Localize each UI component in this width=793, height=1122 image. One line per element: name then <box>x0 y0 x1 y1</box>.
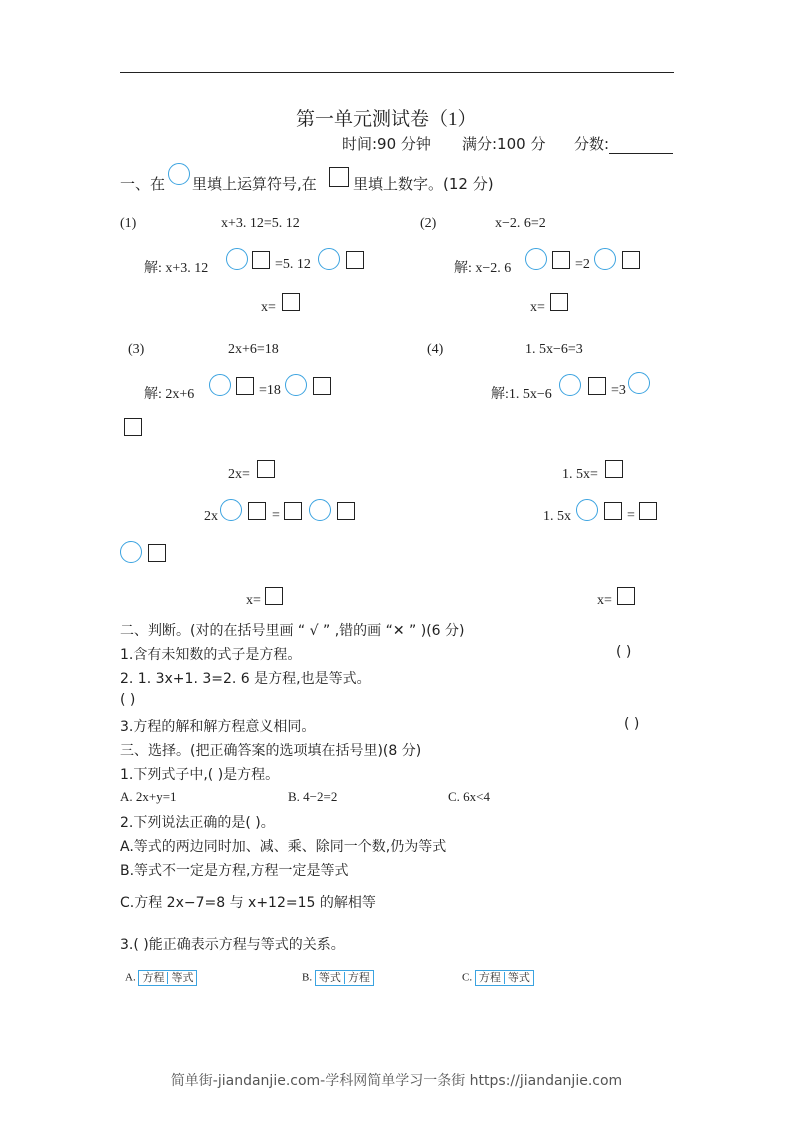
part2-heading: 二、判断。(对的在括号里画 “ √ ” ,错的画 “✕ ” )(6 分) <box>120 623 465 639</box>
p3-wrap-box[interactable] <box>124 418 142 436</box>
p3-wrap-box-2[interactable] <box>148 544 166 562</box>
part3-q2-option-c[interactable]: C.方程 2x−7=8 与 x+12=15 的解相等 <box>120 895 376 911</box>
part3-q1-option-c[interactable]: C. 6x<4 <box>448 789 491 804</box>
p3-solution-mid: =18 <box>259 383 281 398</box>
option-c-inner: 等式 <box>504 972 530 984</box>
page-title: 第一单元测试卷（1） <box>296 109 477 130</box>
p2-equation: x−2. 6=2 <box>495 216 546 231</box>
part1-heading-a: 一、在 <box>120 175 166 193</box>
p1-x-box[interactable] <box>282 293 300 311</box>
option-a-diagram <box>138 970 197 986</box>
option-a-inner: 等式 <box>167 972 193 984</box>
part1-heading-c: 里填上数字。(12 分) <box>353 175 494 193</box>
p1-circle-2[interactable] <box>318 248 340 270</box>
header-rule <box>120 72 674 73</box>
part3-q1-option-a[interactable]: A. 2x+y=1 <box>120 789 177 804</box>
part2-q2: 2. 1. 3x+1. 3=2. 6 是方程,也是等式。 <box>120 671 371 687</box>
p3-box-5[interactable] <box>337 502 355 520</box>
p1-equation: x+3. 12=5. 12 <box>221 216 300 231</box>
p2-box-1[interactable] <box>552 251 570 269</box>
time-info: 时间:90 分钟 <box>342 135 431 153</box>
p3-wrap-circle[interactable] <box>120 541 142 563</box>
part3-q3-option-c[interactable] <box>462 970 534 986</box>
full-score-info: 满分:100 分 <box>462 135 546 153</box>
part3-q3-option-b[interactable] <box>302 970 374 986</box>
p4-solution-mid: =3 <box>611 383 626 398</box>
part3-q2-option-a[interactable]: A.等式的两边同时加、减、乘、除同一个数,仍为等式 <box>120 839 447 855</box>
footer-watermark: 简单街-jiandanjie.com-学科网简单学习一条街 https://jiandanjie.com <box>170 1073 623 1089</box>
p2-solution-mid: =2 <box>575 257 590 272</box>
p4-circle-2[interactable] <box>628 372 650 394</box>
part3-q2: 2.下列说法正确的是( )。 <box>120 815 275 831</box>
option-b-label: B. <box>302 971 313 984</box>
p4-circle-1[interactable] <box>559 374 581 396</box>
part3-q1-option-b[interactable]: B. 4−2=2 <box>288 789 338 804</box>
p2-circle-2[interactable] <box>594 248 616 270</box>
p3-x-box[interactable] <box>265 587 283 605</box>
p4-solution-start: 解:1. 5x−6 <box>491 387 552 402</box>
p4-15x-label: 1. 5x= <box>562 467 598 482</box>
score-label: 分数: <box>574 135 610 153</box>
p3-circle-3[interactable] <box>220 499 242 521</box>
p4-box-1[interactable] <box>588 377 606 395</box>
p3-box-4[interactable] <box>284 502 302 520</box>
p1-circle-1[interactable] <box>226 248 248 270</box>
option-c-diagram <box>475 970 534 986</box>
part3-q2-option-b[interactable]: B.等式不一定是方程,方程一定是等式 <box>120 863 349 879</box>
p4-x-label: x= <box>597 593 612 608</box>
p2-circle-1[interactable] <box>525 248 547 270</box>
part2-q3-answer[interactable]: ( ) <box>624 716 640 732</box>
part3-q3: 3.( )能正确表示方程与等式的关系。 <box>120 937 345 953</box>
p4-15x-box[interactable] <box>605 460 623 478</box>
score-blank[interactable] <box>609 139 673 154</box>
option-b-inner: 方程 <box>344 972 370 984</box>
p3-x-label: x= <box>246 593 261 608</box>
part1-heading-b: 里填上运算符号,在 <box>192 175 317 193</box>
p1-solution-start: 解: x+3. 12 <box>144 261 209 276</box>
p3-label: (3) <box>128 342 145 357</box>
p2-solution-start: 解: x−2. 6 <box>454 261 512 276</box>
part3-heading: 三、选择。(把正确答案的选项填在括号里)(8 分) <box>120 743 422 759</box>
option-a-label: A. <box>125 971 136 984</box>
part3-q3-option-a[interactable] <box>125 970 197 986</box>
operator-circle <box>168 163 190 185</box>
p3-box-3[interactable] <box>248 502 266 520</box>
part2-q3: 3.方程的解和解方程意义相同。 <box>120 719 316 735</box>
p1-box-2[interactable] <box>346 251 364 269</box>
p4-equals: = <box>627 508 635 523</box>
part3-q1: 1.下列式子中,( )是方程。 <box>120 767 280 783</box>
score-field <box>574 133 673 154</box>
option-b-diagram <box>315 970 374 986</box>
p3-box-1[interactable] <box>236 377 254 395</box>
p3-circle-2[interactable] <box>285 374 307 396</box>
p4-box-2[interactable] <box>604 502 622 520</box>
part2-q2-answer[interactable]: ( ) <box>120 692 136 708</box>
p4-x-box[interactable] <box>617 587 635 605</box>
p3-box-2[interactable] <box>313 377 331 395</box>
p1-solution-mid: =5. 12 <box>275 257 311 272</box>
p3-2x-b-label: 2x <box>204 509 218 524</box>
p1-box-1[interactable] <box>252 251 270 269</box>
p3-2x-box[interactable] <box>257 460 275 478</box>
p3-2x-label: 2x= <box>228 467 250 482</box>
p4-circle-3[interactable] <box>576 499 598 521</box>
p2-x-label: x= <box>530 300 545 315</box>
p4-equation: 1. 5x−6=3 <box>525 342 583 357</box>
p2-label: (2) <box>420 216 437 231</box>
p3-circle-1[interactable] <box>209 374 231 396</box>
number-box <box>329 167 349 187</box>
option-c-label: C. <box>462 971 473 984</box>
p4-15x-b-label: 1. 5x <box>543 509 571 524</box>
p1-label: (1) <box>120 216 137 231</box>
part2-q1-answer[interactable]: ( ) <box>616 644 632 660</box>
p3-solution-start: 解: 2x+6 <box>144 387 195 402</box>
option-c-outer: 方程 <box>478 972 501 984</box>
p4-label: (4) <box>427 342 444 357</box>
option-b-outer: 等式 <box>318 972 341 984</box>
p2-box-2[interactable] <box>622 251 640 269</box>
option-a-outer: 方程 <box>142 972 165 984</box>
p1-x-label: x= <box>261 300 276 315</box>
p3-circle-4[interactable] <box>309 499 331 521</box>
p3-equals: = <box>272 508 280 523</box>
p4-box-3[interactable] <box>639 502 657 520</box>
p2-x-box[interactable] <box>550 293 568 311</box>
p3-equation: 2x+6=18 <box>228 342 279 357</box>
part2-q1: 1.含有未知数的式子是方程。 <box>120 647 302 663</box>
